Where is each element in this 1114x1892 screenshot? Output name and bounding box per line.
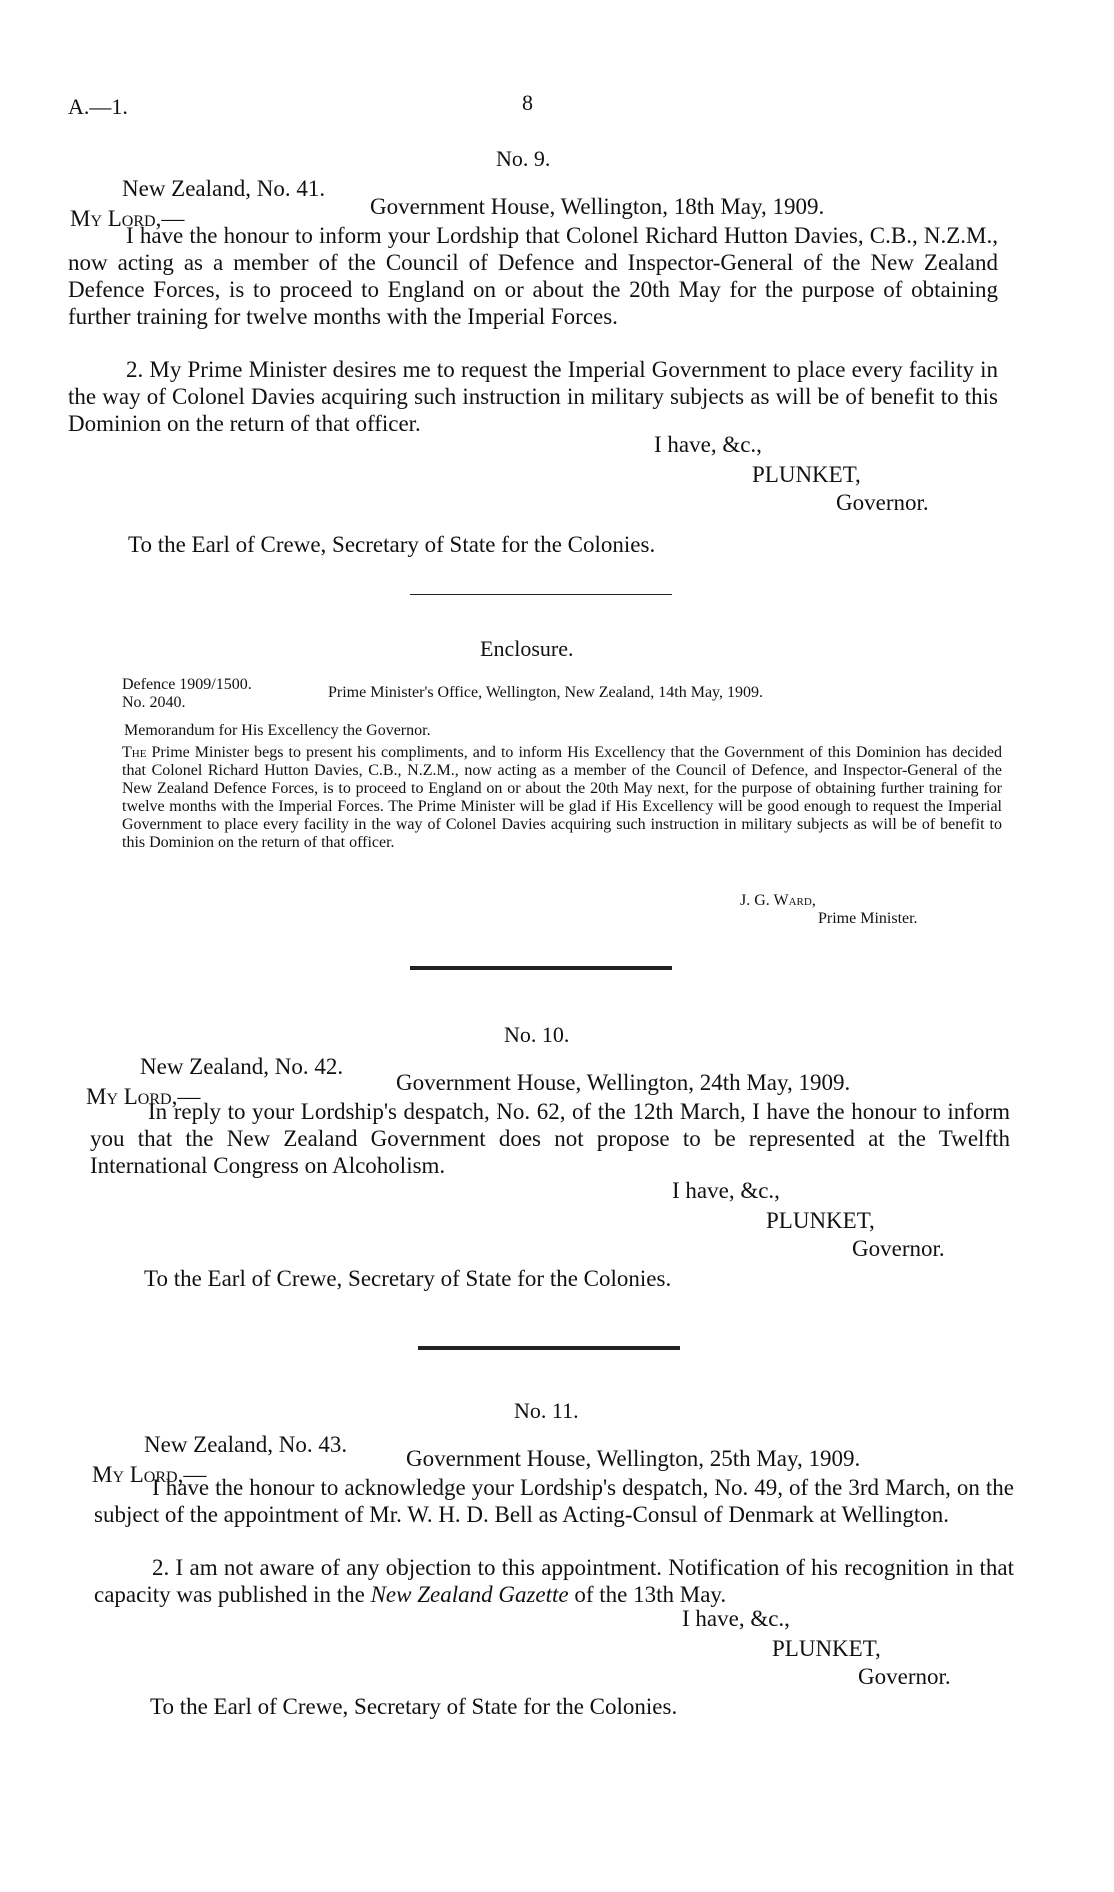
paragraph-2: 2. My Prime Minister desires me to request the Imperial Government to place every facility in the way of Colonel Davies acquiring such instruction in military subjects as will be of benefit to this Dominion on the return of that officer.: [68, 357, 998, 436]
addressee: To the Earl of Crewe, Secretary of State for the Colonies.: [144, 1266, 672, 1291]
page-number: 8: [522, 90, 533, 115]
salutation: My Lord,—: [70, 206, 185, 231]
paragraph-1: I have the honour to acknowledge your Lordship's despatch, No. 49, of the 3rd March, on the subject of the appointment of Mr. W. H. D. Bell as Acting-Consul of Denmark at Wellington.: [94, 1475, 1014, 1527]
signatory-title: Governor.: [852, 1236, 945, 1261]
paragraph-1: I have the honour to inform your Lordship that Colonel Richard Hutton Davies, C.B., N.Z.M., now acting as a member of the Council of Defence and Inspector-General of the New Zealand Defence Forces, is to proceed to England on or about the 20th May for the purpose of obtaining further training for twelve months with the Imperial Forces.: [68, 223, 998, 329]
memo-heading: Memorandum for His Excellency the Governor.: [124, 722, 431, 739]
memo-number: No. 2040.: [122, 694, 186, 711]
divider-thin: [410, 594, 672, 595]
place-date: Government House, Wellington, 24th May, 1909.: [396, 1070, 851, 1095]
addressee: To the Earl of Crewe, Secretary of State for the Colonies.: [128, 532, 656, 557]
despatch-number: New Zealand, No. 43.: [144, 1432, 348, 1457]
signature: PLUNKET,: [752, 462, 861, 487]
addressee: To the Earl of Crewe, Secretary of State for the Colonies.: [150, 1694, 678, 1719]
salutation: My Lord,—: [86, 1084, 201, 1109]
signature: J. G. Ward,: [740, 892, 816, 909]
letter-number: No. 9.: [496, 146, 551, 171]
signature: PLUNKET,: [766, 1208, 875, 1233]
signature: PLUNKET,: [772, 1636, 881, 1661]
place-date: Government House, Wellington, 18th May, 1909.: [370, 194, 825, 219]
enclosure-heading: Enclosure.: [480, 636, 574, 661]
signatory-title: Prime Minister.: [818, 910, 918, 927]
letter-number: No. 10.: [504, 1022, 570, 1047]
paragraph-2-text-b: of the 13th May.: [574, 1582, 727, 1607]
divider-thick: [418, 1346, 680, 1350]
salutation: My Lord,—: [92, 1462, 207, 1487]
gazette-title: New Zealand Gazette: [370, 1582, 569, 1607]
memo-body: [122, 744, 1002, 852]
despatch-number: New Zealand, No. 41.: [122, 176, 326, 201]
despatch-number: New Zealand, No. 42.: [140, 1054, 344, 1079]
place-date: Prime Minister's Office, Wellington, New Zealand, 14th May, 1909.: [328, 684, 763, 701]
signatory-title: Governor.: [858, 1664, 951, 1689]
divider-thick: [410, 966, 672, 970]
closing: I have, &c.,: [654, 432, 762, 457]
signatory-title: Governor.: [836, 490, 929, 515]
closing: I have, &c.,: [672, 1178, 780, 1203]
closing: I have, &c.,: [682, 1606, 790, 1631]
paragraph-2: [94, 1554, 1014, 1608]
memo-text: Prime Minister begs to present his compliments, and to inform His Excellency that the Government of this Dominion has decided that Colonel Richard Hutton Davies, C.B., N.Z.M., now acting as a member of the Council of Defence, and Inspector-General of the New Zealand Defence Forces, is to proceed to England on or about the 20th May next, for the purpose of obtaining further training for twelve months with the Imperial Forces. The Prime Minister will be glad if His Excellency will be good enough to request the Imperial Government to place every facility in the way of Colonel Davies acquiring such instruction in military subjects as will be of benefit to this Dominion on the return of that officer.: [122, 744, 1003, 851]
paragraph-1: In reply to your Lordship's despatch, No. 62, of the 12th March, I have the honour to inform you that the New Zealand Government does not propose to be represented at the Twelfth International Congress on Alcoholism.: [90, 1099, 1010, 1178]
place-date: Government House, Wellington, 25th May, 1909.: [406, 1446, 861, 1471]
paragraph-2-text-a: 2. I am not aware of any objection to this appointment. Notification of his recognition in that capacity was published in the: [94, 1555, 1014, 1607]
file-reference: Defence 1909/1500.: [122, 676, 252, 693]
page-reference: A.—1.: [68, 94, 128, 119]
memo-lead-word: The: [122, 744, 147, 761]
letter-number: No. 11.: [514, 1398, 579, 1423]
